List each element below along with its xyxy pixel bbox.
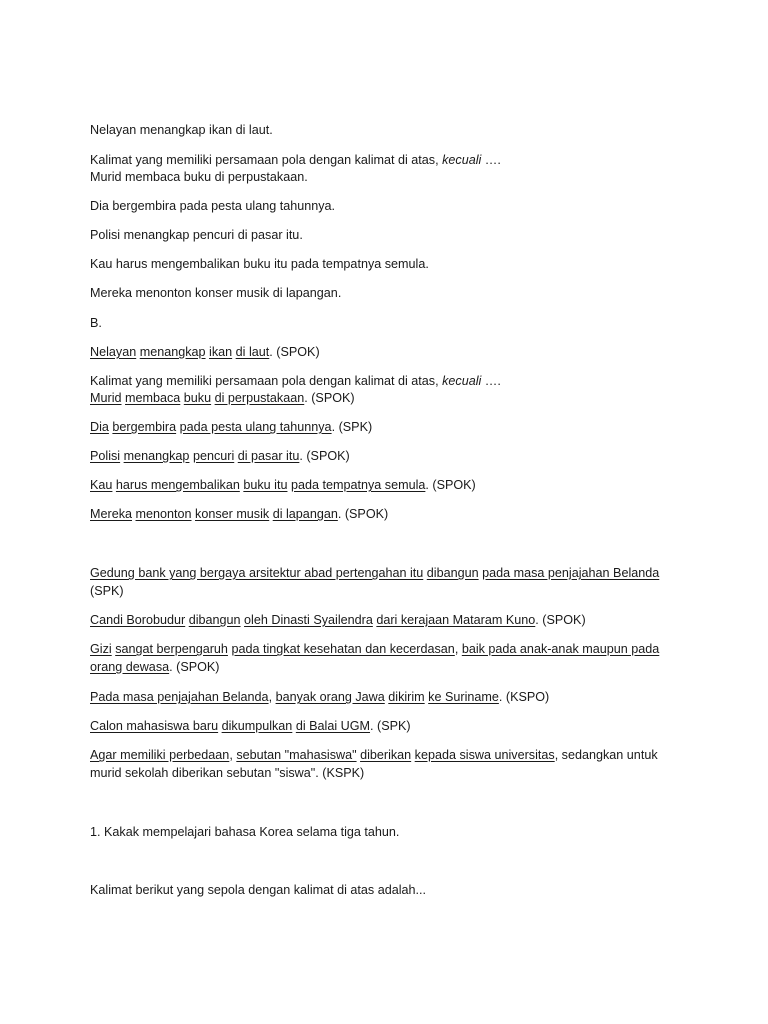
kecuali-word: kecuali [442,374,482,388]
analyzed-sentence [90,476,476,494]
question-prompt: Kalimat berikut yang sepola dengan kalimat di atas adalah... [90,883,427,897]
predicate: bergembira [112,420,177,434]
question-sentence: Nelayan menangkap ikan di laut. [90,123,273,137]
analyzed-sentence [90,343,320,361]
adverb: di lapangan [272,507,338,521]
adverb: Pada masa penjajahan Belanda [90,690,269,704]
subject: Gedung bank yang bergaya arsitektur abad pertengahan itu [90,566,424,580]
object: pencuri [192,449,235,463]
sentence-continuation: , sedangkan untuk [554,748,658,762]
subject: Polisi [90,449,121,463]
subject: banyak orang Jawa [275,690,385,704]
pattern-label: (SPK) [90,584,124,598]
object: buku [183,391,212,405]
subject: Gizi [90,642,112,656]
option-line: Murid membaca buku di perpustakaan. [90,170,308,184]
subject: Mereka [90,507,132,521]
prompt-ellipsis: …. [481,153,501,167]
analyzed-sentence [90,418,372,436]
prompt-text: Kalimat yang memiliki persamaan pola dengan kalimat di atas, [90,153,443,167]
pattern-label: . (SPOK) [304,391,355,405]
adverb: pada pesta ulang tahunnya [179,420,332,434]
object: buku itu [243,478,288,492]
pattern-label: . (SPOK) [425,478,476,492]
predicate: dikumpulkan [221,719,293,733]
analyzed-sentence [90,611,586,629]
object: oleh Dinasti Syailendra [244,613,373,627]
pattern-label: . (SPOK) [269,345,320,359]
analyzed-sentence [90,389,355,407]
adverb: di laut [235,345,270,359]
question-prompt [90,151,501,169]
adverb: dari kerajaan Mataram Kuno [376,613,536,627]
predicate: sangat berpengaruh [115,642,228,656]
predicate: dikirim [388,690,425,704]
object: pada tingkat kesehatan dan kecerdasan [231,642,455,656]
analyzed-sentence-cont [90,658,220,676]
analyzed-sentence [90,505,388,523]
adverb: orang dewasa [90,660,170,674]
predicate: membaca [125,391,181,405]
option-line: Kau harus mengembalikan buku itu pada tempatnya semula. [90,257,429,271]
pattern-label: . (SPOK) [169,660,220,674]
analyzed-sentence-cont: murid sekolah diberikan sebutan "siswa". (KSPK) [90,766,365,780]
analyzed-sentence: Pada masa penjajahan Belanda, banyak orang Jawa dikirim ke Suriname. (KSPO) [90,690,550,704]
option-line: Dia bergembira pada pesta ulang tahunnya. [90,199,336,213]
kecuali-word: kecuali [442,153,482,167]
numbered-question: 1. Kakak mempelajari bahasa Korea selama tiga tahun. [90,825,400,839]
adverb: di Balai UGM [295,719,371,733]
subject: Kau [90,478,113,492]
object: kepada siswa universitas [414,748,555,762]
subject: Murid [90,391,122,405]
prompt-text: Kalimat yang memiliki persamaan pola dengan kalimat di atas, [90,374,443,388]
adverb: baik pada anak-anak maupun pada [461,642,660,656]
adverb: pada tempatnya semula [290,478,426,492]
pattern-label: . (KSPO) [498,690,550,704]
option-line: Mereka menonton konser musik di lapangan. [90,286,342,300]
object: ke Suriname [428,690,499,704]
object: konser musik [195,507,270,521]
adverb: di pasar itu [237,449,300,463]
analyzed-sentence: Agar memiliki perbedaan, sebutan "mahasiswa" diberikan kepada siswa universitas, sedangkan untuk [90,748,658,762]
adverb: pada masa penjajahan Belanda [482,566,660,580]
analyzed-sentence [90,717,411,735]
pattern-label: . (SPOK) [299,449,350,463]
predicate: menangkap [139,345,206,359]
adverb: di perpustakaan [214,391,305,405]
question-prompt [90,372,501,390]
answer-letter: B. [90,316,102,330]
predicate: harus mengembalikan [115,478,240,492]
pattern-label: . (SPK) [370,719,411,733]
pattern-label: . (SPOK) [535,613,586,627]
prompt-ellipsis: …. [481,374,501,388]
subject: Calon mahasiswa baru [90,719,219,733]
subject: Nelayan [90,345,137,359]
adverb: Agar memiliki perbedaan [90,748,230,762]
predicate: diberikan [360,748,412,762]
option-line: Polisi menangkap pencuri di pasar itu. [90,228,303,242]
pattern-label: . (SPK) [331,420,373,434]
predicate: menonton [135,507,192,521]
predicate: menangkap [123,449,190,463]
subject: sebutan "mahasiswa" [236,748,357,762]
analyzed-sentence [90,564,659,582]
pattern-label: . (SPOK) [337,507,389,521]
object: ikan [209,345,233,359]
predicate: dibangun [426,566,479,580]
analyzed-sentence: Gizi sangat berpengaruh pada tingkat kesehatan dan kecerdasan, baik pada anak-anak maupun pada [90,642,660,656]
analyzed-sentence [90,447,350,465]
predicate: dibangun [188,613,241,627]
subject: Dia [90,420,109,434]
subject: Candi Borobudur [90,613,186,627]
